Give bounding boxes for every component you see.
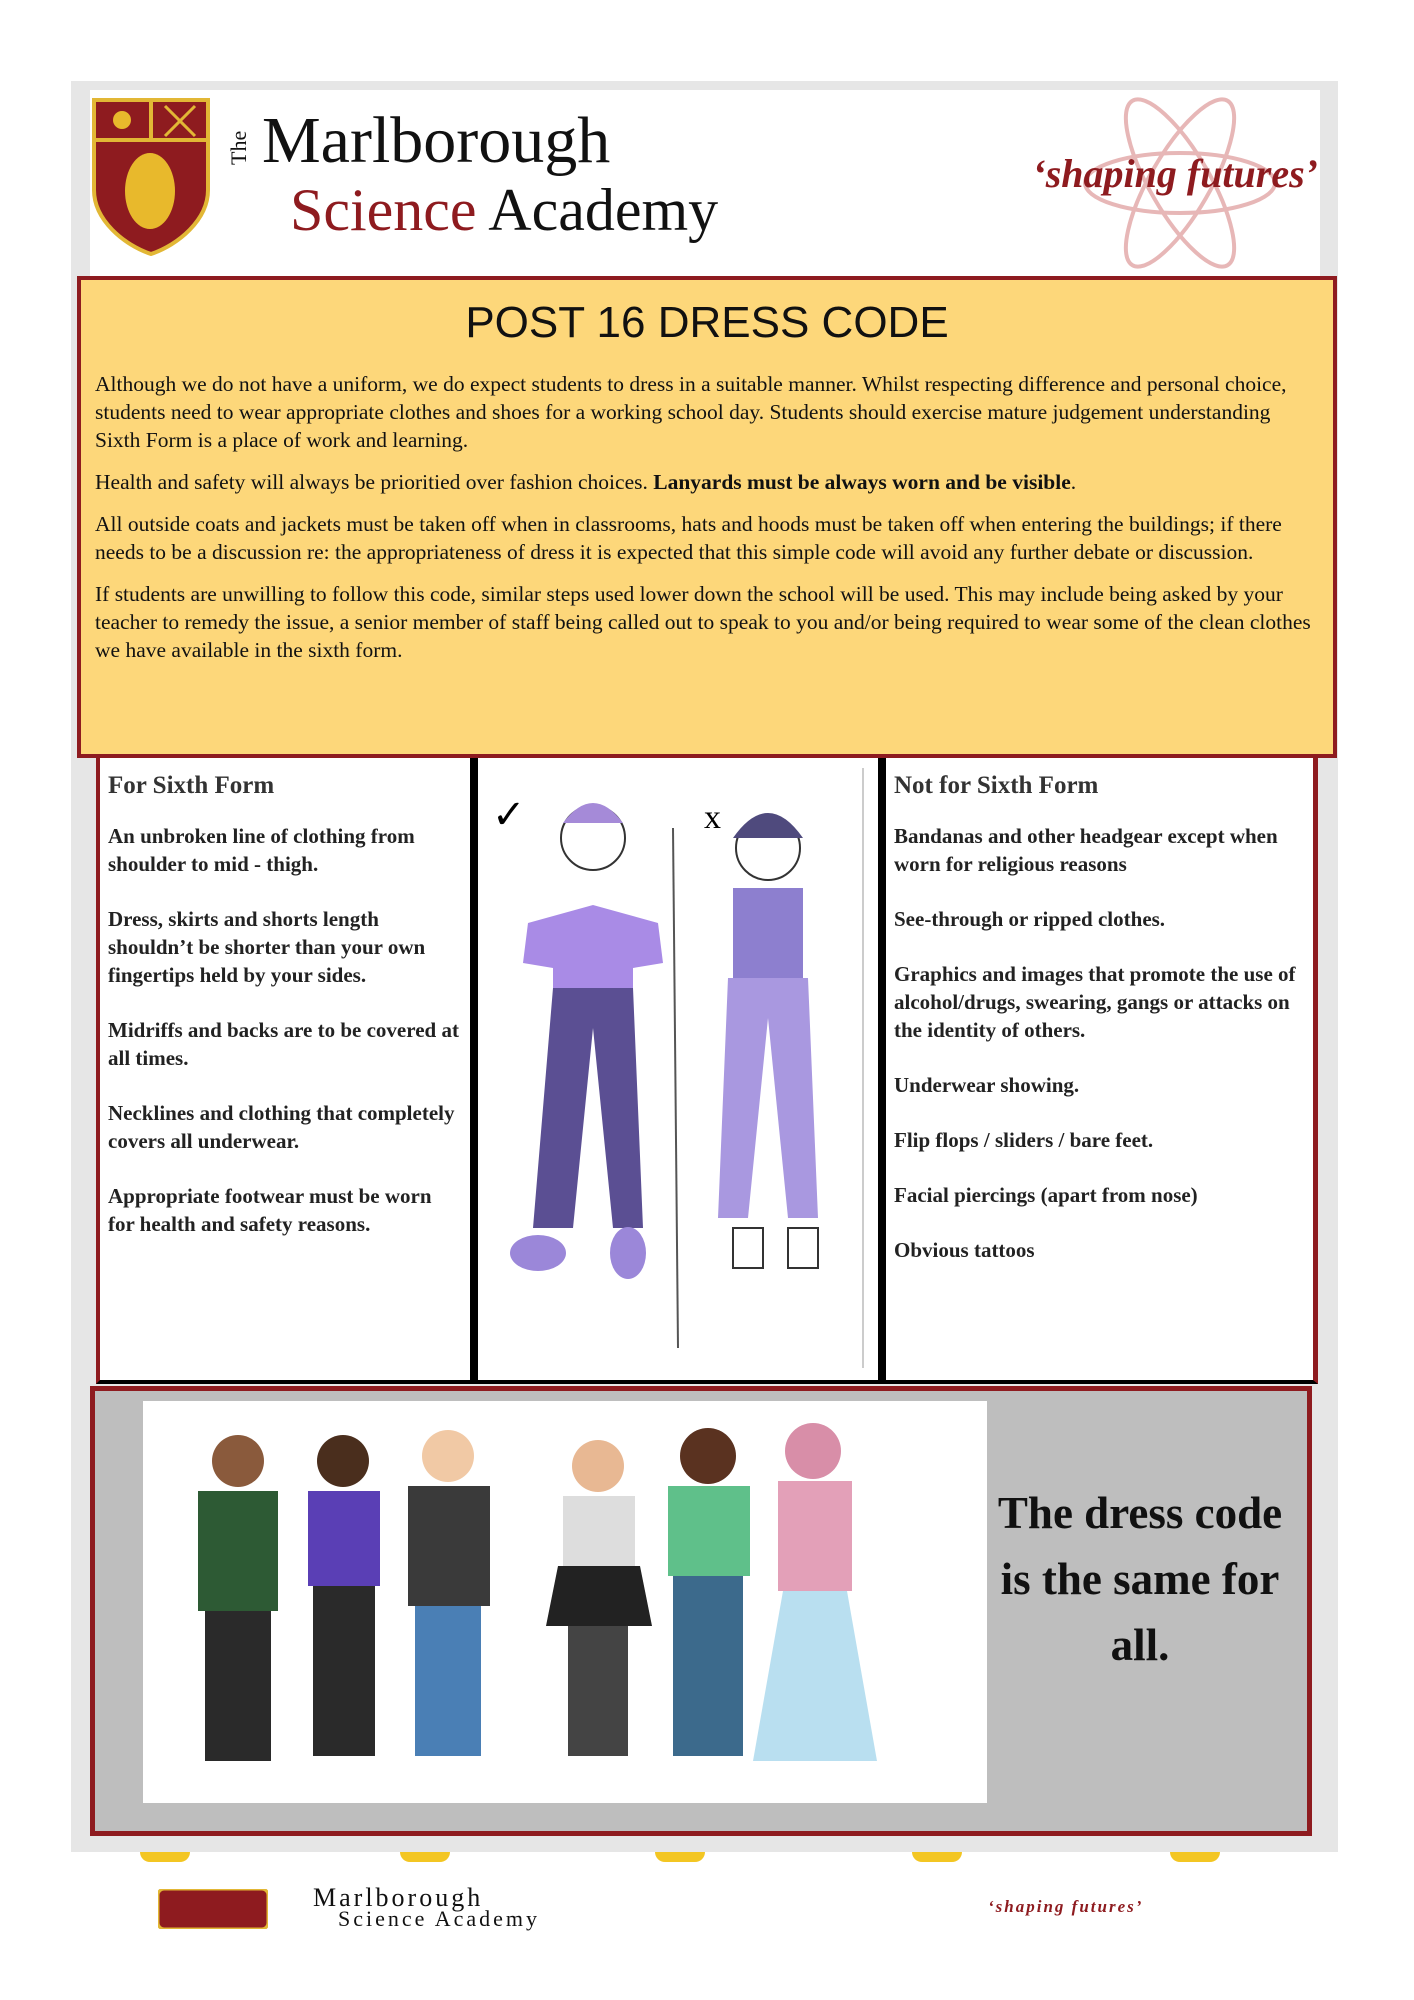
consequences-paragraph: If students are unwilling to follow this code, similar steps used lower down the school will be used. This may include being asked by your teacher to remedy the issue, a senior member of staff being called out to speak to you and/or being required to wear some of the clean clothes we have available in the sixth form. — [95, 582, 1311, 662]
slogan: The dress code is the same for all. — [997, 1488, 1283, 1670]
period: . — [1070, 470, 1077, 494]
health-text: Health and safety will always be prioritied over fashion choices. — [95, 470, 654, 494]
list-item: Flip flops / sliders / bare feet. — [894, 1128, 1154, 1152]
footer — [158, 1885, 1258, 1935]
list-item: See-through or ripped clothes. — [894, 907, 1166, 931]
school-name-science: Science — [290, 177, 477, 243]
list-item: Graphics and images that promote the use of alcohol/drugs, swearing, gangs or attacks on the identity of others. — [894, 962, 1296, 1042]
lanyard-text: Lanyards must be always worn and be visible — [653, 470, 1071, 494]
check-icon: ✓ — [492, 792, 526, 837]
coats-paragraph: All outside coats and jackets must be taken off when in classrooms, hats and hoods must be taken off when entering the buildings; if there needs to be a discussion re: the appropriateness of dress it is expected that this simple code will avoid any further debate or discussion. — [95, 512, 1282, 564]
footer-school-name-line1: Marlborough — [313, 1883, 484, 1912]
footer-tagline: ‘shaping futures’ — [988, 1897, 1144, 1916]
not-for-sixth-form-title: Not for Sixth Form — [894, 772, 1099, 799]
for-sixth-form-column — [96, 758, 474, 1384]
list-item: An unbroken line of clothing from shoulder to mid - thigh. — [108, 824, 415, 876]
intro-box — [77, 276, 1337, 758]
diverse-students-illustration — [143, 1401, 987, 1803]
footer-crest-logo — [158, 1889, 268, 1929]
footer-school-name-line2: Science Academy — [338, 1906, 540, 1931]
school-name-line1: Marlborough — [262, 104, 611, 177]
intro-paragraph: Although we do not have a uniform, we do expect students to dress in a suitable manner. Whilst respecting difference and personal choice, students need to wear appropriate clothes and shoes for a working school day. Students should exercise mature judgement understanding Sixth Form is a place of work and learning. — [95, 372, 1287, 452]
outfit-comparison-illustration — [478, 758, 878, 1378]
list-item: Midriffs and backs are to be covered at all times. — [108, 1018, 459, 1070]
list-item: Necklines and clothing that completely covers all underwear. — [108, 1101, 455, 1153]
list-item: Underwear showing. — [894, 1073, 1080, 1097]
school-crest-logo — [90, 96, 212, 256]
list-item: Obvious tattoos — [894, 1238, 1035, 1262]
list-item: Bandanas and other headgear except when worn for religious reasons — [894, 824, 1278, 876]
tagline: ‘shaping futures’ — [1032, 151, 1318, 196]
logo-the: The — [226, 130, 251, 165]
school-name-academy: Academy — [488, 177, 719, 243]
list-item: Dress, skirts and shorts length shouldn’t be shorter than your own fingertips held by your sides. — [108, 907, 426, 987]
list-item: Appropriate footwear must be worn for health and safety reasons. — [108, 1184, 432, 1236]
health-safety-paragraph — [95, 468, 1319, 496]
cross-icon: x — [704, 799, 721, 836]
list-item: Facial piercings (apart from nose) — [894, 1183, 1198, 1207]
dress-illustration — [474, 758, 882, 1384]
school-name-line2 — [290, 177, 719, 243]
not-for-sixth-form-column — [882, 758, 1318, 1384]
for-sixth-form-title: For Sixth Form — [108, 772, 275, 799]
page-title: POST 16 DRESS CODE — [465, 298, 949, 347]
